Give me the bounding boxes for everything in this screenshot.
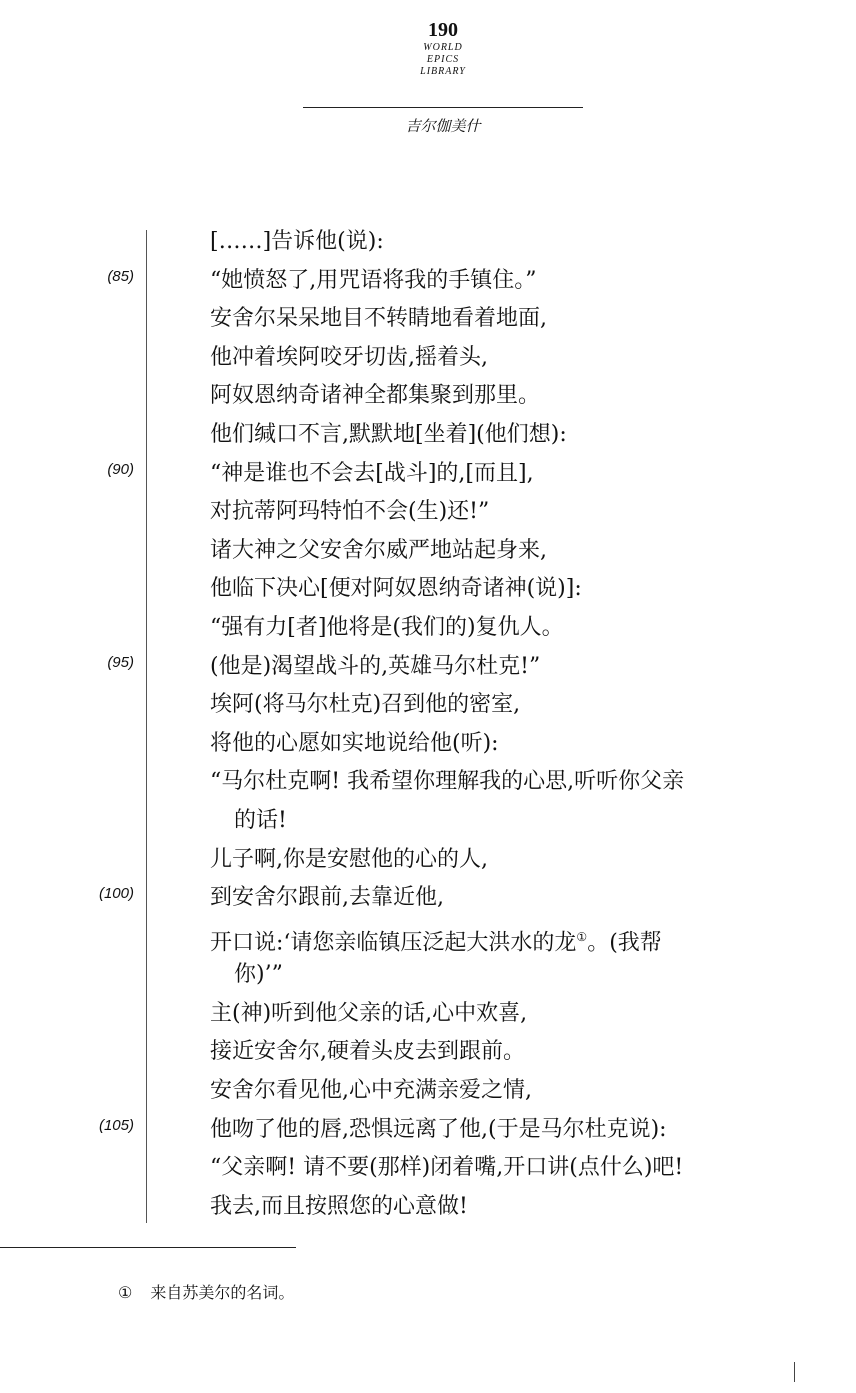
verse-text — [210, 1192, 468, 1222]
verse-line — [0, 613, 856, 652]
verse-line — [0, 960, 856, 999]
series-line-3: LIBRARY — [420, 66, 466, 77]
verse-text-main: 儿子啊,你是安慰他的心的人, — [210, 846, 488, 872]
verse-text — [210, 922, 662, 958]
verse-line — [0, 304, 856, 343]
header-rule — [303, 107, 583, 108]
verse-line — [0, 420, 856, 459]
series-line-1: WORLD — [423, 42, 463, 53]
verse-line — [0, 266, 856, 305]
verse-text-main: 开口说:‘请您亲临镇压泛起大洪水的龙 — [210, 930, 577, 956]
line-number: (105) — [98, 1116, 134, 1134]
verse-text-main: 阿奴恩纳奇诸神全都集聚到那里。 — [210, 383, 541, 409]
verse-line — [0, 845, 856, 884]
verse-text — [210, 767, 684, 797]
verse-text — [210, 420, 567, 450]
verse-line — [0, 767, 856, 806]
verse-text-main: 安舍尔看见他,心中充满亲爱之情, — [210, 1078, 532, 1104]
footnote — [118, 1282, 294, 1304]
verse-text — [210, 690, 520, 720]
verse-text-main: 接近安舍尔,硬着头皮去到跟前。 — [210, 1039, 525, 1065]
verse-text — [210, 652, 540, 682]
verse-line — [0, 1192, 856, 1231]
verse-text — [210, 343, 488, 373]
running-header — [303, 18, 583, 78]
verse-text-main: 的话! — [234, 807, 287, 833]
footnote-text: 来自苏美尔的名词。 — [150, 1283, 295, 1302]
verse-text-main: 他吻了他的唇,恐惧远离了他,(于是马尔杜克说): — [210, 1116, 667, 1142]
verse-line — [0, 536, 856, 575]
verse-text-main: 到安舍尔跟前,去靠近他, — [210, 885, 444, 911]
footnote-ref: ① — [576, 929, 588, 944]
verse-text-main: “马尔杜克啊! 我希望你理解我的心思,听听你父亲 — [210, 769, 685, 795]
verse-text-main: [……]告诉他(说): — [210, 229, 384, 254]
verse-text-main: “强有力[者]他将是(我们的)复仇人。 — [210, 614, 564, 640]
verse-text-main: 诸大神之父安舍尔威严地站起身来, — [210, 537, 547, 563]
page-number: 190 — [428, 19, 458, 41]
verse-text — [210, 497, 489, 527]
verse-text-tail: 。(我帮 — [587, 930, 662, 956]
verse-line — [0, 574, 856, 613]
line-number: (100) — [98, 885, 134, 903]
verse-text-main: 安舍尔呆呆地目不转睛地看着地面, — [210, 306, 547, 332]
verse-line — [0, 999, 856, 1038]
verse-text — [210, 1153, 683, 1183]
verse-text-main: 他冲着埃阿咬牙切齿,摇着头, — [210, 344, 488, 370]
verse-text — [210, 381, 540, 411]
verse-text-main: 他临下决心[便对阿奴恩纳奇诸神(说)]: — [210, 576, 582, 602]
verse-text — [210, 729, 499, 759]
scan-mark — [794, 1362, 795, 1382]
verse-lines — [0, 227, 856, 1230]
series-line-2: EPICS — [426, 54, 460, 65]
verse-line — [0, 1153, 856, 1192]
book-title: 吉尔伽美什 — [405, 117, 481, 135]
verse-line — [0, 729, 856, 768]
verse-text — [234, 960, 283, 990]
verse-line — [0, 652, 856, 691]
verse-text — [210, 574, 582, 604]
verse-text — [210, 459, 534, 489]
verse-line — [0, 883, 856, 922]
verse-line — [0, 343, 856, 382]
line-number: (85) — [107, 267, 134, 285]
verse-line — [0, 1037, 856, 1076]
verse-text-main: “她愤怒了,用咒语将我的手镇住。” — [210, 267, 537, 293]
footnote-rule — [0, 1247, 296, 1248]
verse-line — [0, 227, 856, 266]
verse-line — [0, 497, 856, 536]
verse-text — [210, 266, 537, 296]
footnote-mark: ① — [118, 1283, 133, 1302]
verse-line — [0, 922, 856, 961]
verse-text — [210, 536, 547, 566]
verse-text-main: 你)’” — [234, 962, 283, 988]
verse-text-main: 主(神)听到他父亲的话,心中欢喜, — [210, 1000, 528, 1026]
verse-text — [210, 883, 444, 913]
verse-line — [0, 690, 856, 729]
verse-text — [210, 304, 547, 334]
verse-line — [0, 1076, 856, 1115]
verse-line — [0, 381, 856, 420]
verse-text-main: 将他的心愿如实地说给他(听): — [210, 730, 499, 756]
line-number: (95) — [107, 653, 134, 671]
verse-text — [210, 1115, 667, 1145]
verse-text-main: 对抗蒂阿玛特怕不会(生)还!” — [210, 499, 490, 525]
verse-text-main: “父亲啊! 请不要(那样)闭着嘴,开口讲(点什么)吧! — [210, 1155, 684, 1181]
verse-text-main: 他们缄口不言,默默地[坐着](他们想): — [210, 421, 567, 447]
verse-line — [0, 806, 856, 845]
verse-text — [210, 1037, 525, 1067]
verse-text-main: (他是)渴望战斗的,英雄马尔杜克!” — [210, 653, 541, 679]
verse-line — [0, 1115, 856, 1154]
verse-text — [210, 613, 564, 643]
verse-text — [210, 227, 384, 257]
verse-text — [234, 806, 287, 836]
verse-text-main: 埃阿(将马尔杜克)召到他的密室, — [210, 692, 521, 718]
verse-text — [210, 1076, 532, 1106]
verse-text — [210, 999, 527, 1029]
verse-text — [210, 845, 488, 875]
verse-line — [0, 459, 856, 498]
line-number: (90) — [107, 460, 134, 478]
verse-text-main: “神是谁也不会去[战斗]的,[而且], — [210, 460, 534, 486]
verse-text-main: 我去,而且按照您的心意做! — [210, 1193, 468, 1219]
